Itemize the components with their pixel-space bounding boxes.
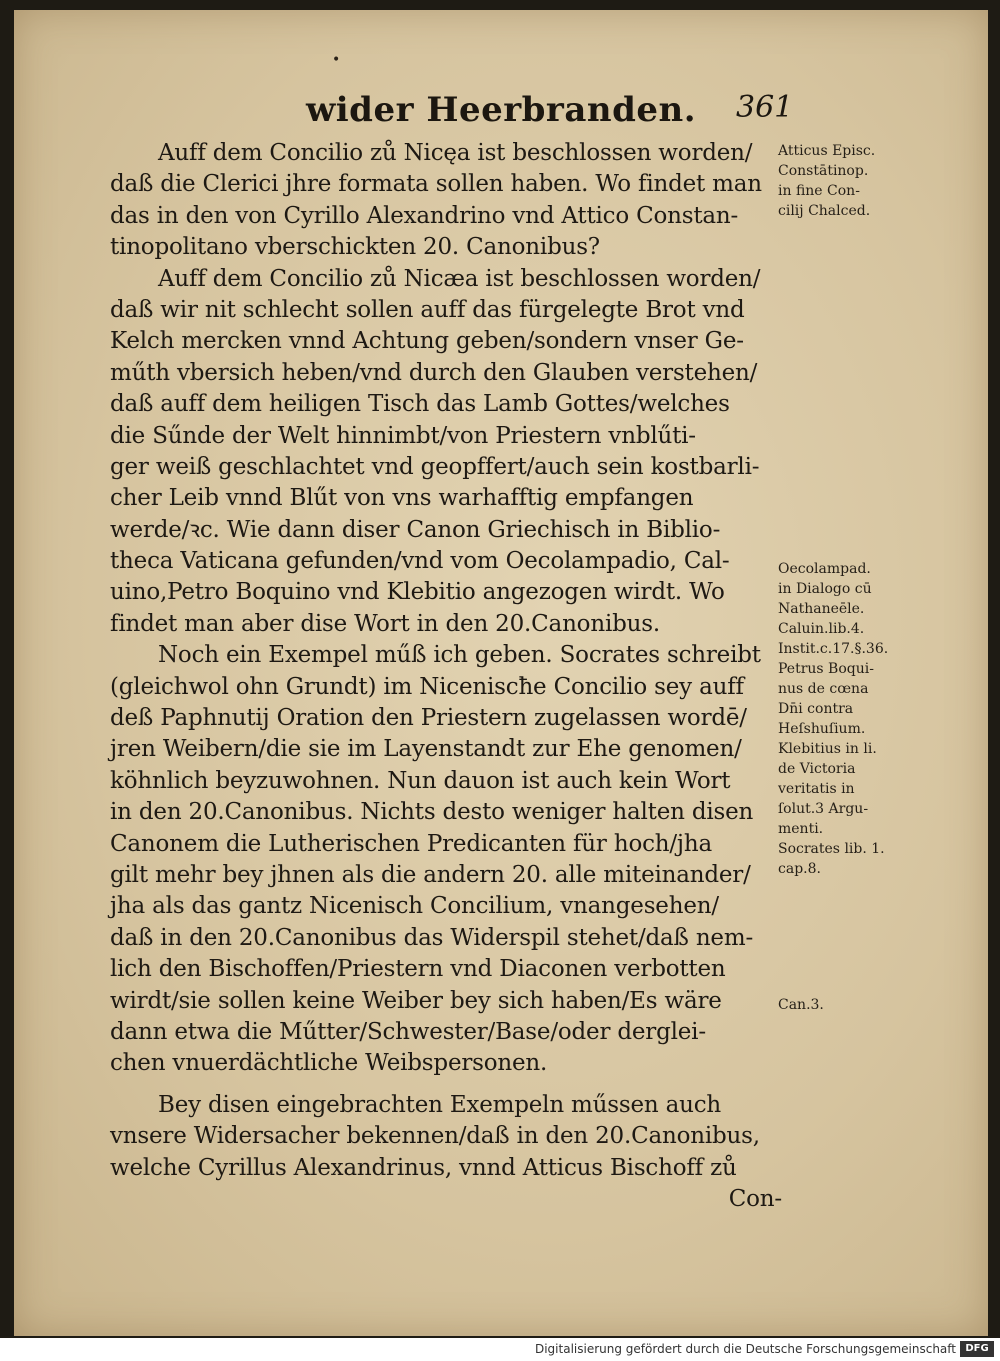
text-line: das in den von Cyrillo Alexandrino vnd Attico Constan- <box>110 202 739 229</box>
text-line: werde/ꝛc. Wie dann diser Canon Griechisch in Biblio- <box>110 516 721 543</box>
text-line: Con- <box>728 1185 782 1212</box>
text-line: daß wir nit schlecht sollen auff das fürgelegte Brot vnd <box>110 296 745 323</box>
footer-credit: Digitalisierung gefördert durch die Deutsche Forschungsgemeinschaft <box>534 1342 956 1356</box>
margin-note: Constātinop. <box>778 163 869 179</box>
margin-note: in fine Con- <box>778 183 860 199</box>
text-line: cher Leib vnnd Blűt von vns warhafftig empfangen <box>110 485 694 512</box>
text-line: Kelch mercken vnnd Achtung geben/sondern vnser Ge- <box>110 328 744 355</box>
footer-bar <box>0 1338 1000 1361</box>
text-line: Auff dem Concilio zů Nicęa ist beschlossen worden/ <box>158 140 753 166</box>
text-line: lich den Bischoffen/Priestern vnd Diaconen verbotten <box>110 956 726 983</box>
text-line: gilt mehr bey jhnen als die andern 20. alle miteinander/ <box>110 861 751 888</box>
running-head: wider Heerbranden. <box>306 90 697 130</box>
page-number: 361 <box>736 90 794 125</box>
text-line: (gleichwol ohn Grundt) im Niceniscħe Concilio sey auff <box>110 673 744 700</box>
text-line: ger weiß geschlachtet vnd geopffert/auch sein kostbarli- <box>110 453 760 480</box>
margin-note: Dn̄i contra <box>778 701 854 717</box>
text-line: uino,Petro Boquino vnd Klebitio angezogen wirdt. Wo <box>110 579 725 606</box>
margin-note: cap.8. <box>778 861 821 877</box>
text-line: in den 20.Canonibus. Nichts desto weniger halten disen <box>110 799 754 826</box>
margin-note: nus de cœna <box>778 681 869 697</box>
text-line: jha als das gantz Nicenisch Concilium, vnangesehen/ <box>110 893 719 920</box>
margin-note: Instit.c.17.§.36. <box>778 641 889 657</box>
dfg-logo: DFG <box>960 1341 994 1357</box>
text-line: daß auff dem heiligen Tisch das Lamb Gottes/welches <box>110 391 730 418</box>
margin-note: Klebitius in li. <box>778 741 877 757</box>
margin-note: de Victoria <box>778 761 856 777</box>
text-line: dann etwa die Műtter/Schwester/Base/oder derglei- <box>110 1018 706 1045</box>
text-line: die Sűnde der Welt hinnimbt/von Priestern vnblűti- <box>110 422 696 449</box>
margin-note: Oecolampad. <box>778 561 871 577</box>
margin-note: cilij Chalced. <box>778 203 871 219</box>
text-line: deß Paphnutij Oration den Priestern zugelassen wordē/ <box>110 705 747 732</box>
text-line: Auff dem Concilio zů Nicæa ist beschlossen worden/ <box>158 265 761 292</box>
text-line: chen vnuerdächtliche Weibspersonen. <box>110 1050 548 1077</box>
text-line: wirdt/sie sollen keine Weiber bey sich haben/Es wäre <box>110 987 722 1014</box>
margin-note: veritatis in <box>778 781 855 797</box>
scanned-page <box>14 10 988 1336</box>
text-line: Noch ein Exempel műß ich geben. Socrates schreibt <box>158 642 761 669</box>
margin-note: Nathaneēle. <box>778 601 865 617</box>
margin-note: ſolut.3 Argu- <box>778 801 869 817</box>
margin-note: Atticus Episc. <box>778 143 876 159</box>
text-line: műth vbersich heben/vnd durch den Glauben verstehen/ <box>110 359 758 386</box>
text-line: Canonem die Lutherischen Predicanten für hoch/jha <box>110 830 712 857</box>
text-line: vnsere Widersacher bekennen/daß in den 20.Canonibus, <box>110 1123 760 1150</box>
text-line: findet man aber dise Wort in den 20.Canonibus. <box>110 610 660 637</box>
text-line: jren Weibern/die sie im Layenstandt zur Ehe genomen/ <box>110 736 742 763</box>
text-line: daß die Clerici jhre formata sollen haben. Wo findet man <box>110 171 762 198</box>
margin-note: in Dialogo cū <box>778 581 872 597</box>
body-text <box>110 138 782 1215</box>
text-line: theca Vaticana gefunden/vnd vom Oecolampadio, Cal- <box>110 548 730 575</box>
margin-note: Caluin.lib.4. <box>778 621 865 637</box>
text-line: daß in den 20.Canonibus das Widerspil stehet/daß nem- <box>110 924 754 951</box>
margin-note: Heſshuſium. <box>778 721 866 737</box>
text-line: köhnlich beyzuwohnen. Nun dauon ist auch kein Wort <box>110 767 731 794</box>
margin-note: Can.3. <box>778 997 824 1013</box>
text-line: welche Cyrillus Alexandrinus, vnnd Atticus Bischoff zů <box>110 1154 737 1181</box>
margin-note: Socrates lib. 1. <box>778 841 885 857</box>
margin-note: Petrus Boqui- <box>778 661 874 677</box>
margin-note: menti. <box>778 821 824 837</box>
text-line: Bey disen eingebrachten Exempeln műssen auch <box>158 1091 722 1118</box>
page-ornament: • <box>332 52 341 68</box>
text-line: tinopolitano vberschickten 20. Canonibus? <box>110 234 600 261</box>
